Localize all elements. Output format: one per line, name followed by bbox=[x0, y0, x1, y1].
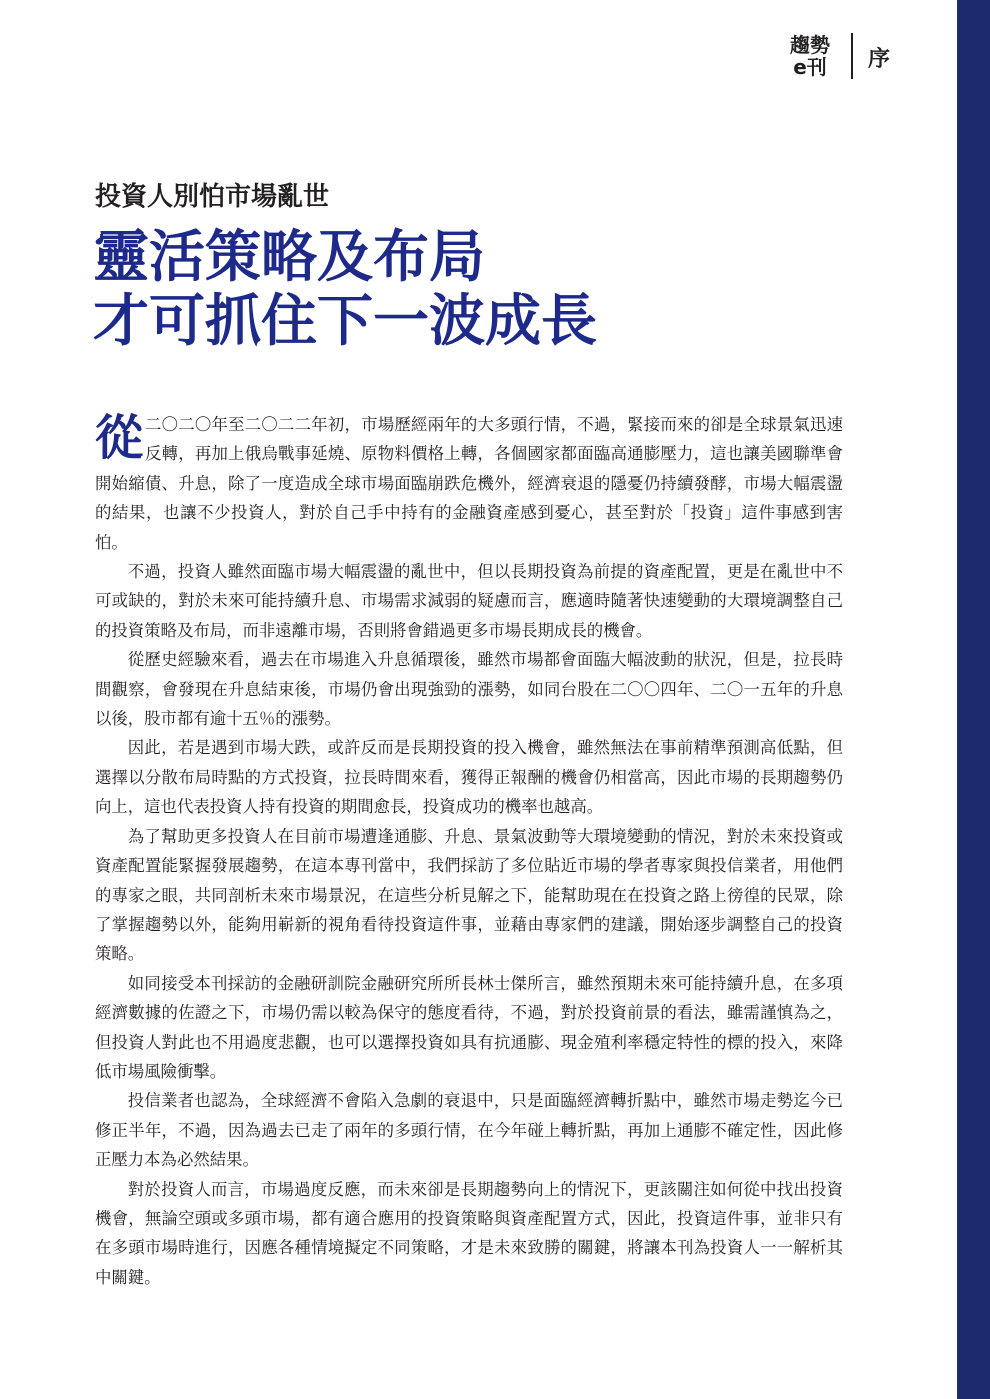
paragraph-8: 對於投資人而言，市場過度反應，而未來卻是長期趨勢向上的情況下，更該關注如何從中找出投資機會，無論空頭或多頭市場，都有適合應用的投資策略與資產配置方式，因此，投資這件事，並非只有在多頭市場時進行，因應各種情境擬定不同策略，才是未來致勝的關鍵，將讓本刊為投資人一一解析其中關鍵。 bbox=[95, 1179, 843, 1287]
paragraph-1-text: 二〇二〇年至二〇二二年初，市場歷經兩年的大多頭行情，不過，緊接而來的卻是全球景氣迅速反轉，再加上俄烏戰事延燒、原物料價格上轉，各個國家都面臨高通膨壓力，這也讓美國聯準會開始縮債、升息，除了一度造成全球市場面臨崩跌危機外，經濟衰退的隱憂仍持續發酵，市場大幅震盪的結果，也讓不少投資人，對於自己手中持有的金融資產感到憂心，甚至對於「投資」這件事感到害怕。 bbox=[95, 415, 843, 552]
magazine-brand bbox=[782, 34, 838, 78]
paragraph-5: 為了幫助更多投資人在目前市場遭逢通膨、升息、景氣波動等大環境變動的情況，對於未來投資或資產配置能緊握發展趨勢，在這本專刊當中，我們採訪了多位貼近市場的學者專家與投信業者，用他們的專家之眼，共同剖析未來市場景況，在這些分析見解之下，能幫助現在在投資之路上徬徨的民眾，除了掌握趨勢以外，能夠用嶄新的視角看待投資這件事，並藉由專家們的建議，開始逐步調整自己的投資策略。 bbox=[95, 826, 843, 964]
article-body bbox=[95, 410, 843, 1292]
paragraph-6: 如同接受本刊採訪的金融研訓院金融研究所所長林士傑所言，雖然預期未來可能持續升息，在多項經濟數據的佐證之下，市場仍需以較為保守的態度看待，不過，對於投資前景的看法，雖需謹慎為之，但投資人對此也不用過度悲觀，也可以選擇投資如具有抗通膨、現金殖利率穩定特性的標的投入，來降低市場風險衝擊。 bbox=[95, 973, 843, 1081]
paragraph-2: 不過，投資人雖然面臨市場大幅震盪的亂世中，但以長期投資為前提的資產配置，更是在亂世中不可或缺的，對於未來可能持續升息、市場需求減弱的疑慮而言，應適時隨著快速變動的大環境調整自己的投資策略及布局，而非遠離市場，否則將會錯過更多市場長期成長的機會。 bbox=[95, 562, 843, 640]
section-label: 序 bbox=[868, 47, 891, 72]
title-line-1: 靈活策略及布局 bbox=[93, 225, 485, 290]
paragraph-7: 投信業者也認為，全球經濟不會陷入急劇的衰退中，只是面臨經濟轉折點中，雖然市場走勢迄今已修正半年，不過，因為過去已走了兩年的多頭行情，在今年碰上轉折點，再加上通膨不確定性，因此修正壓力本為必然結果。 bbox=[95, 1091, 843, 1170]
brand-line-2: e刊 bbox=[793, 55, 827, 79]
brand-line-1: 趨勢 bbox=[790, 33, 830, 57]
paragraph-4: 因此，若是遇到市場大跌，或許反而是長期投資的投入機會，雖然無法在事前精準預測高低點，但選擇以分散布局時點的方式投資，拉長時間來看，獲得正報酬的機會仍相當高，因此市場的長期趨勢仍向上，這也代表投資人持有投資的期間愈長，投資成功的機率也越高。 bbox=[95, 738, 843, 817]
paragraph-1 bbox=[95, 410, 843, 557]
article-subtitle: 投資人別怕市場亂世 bbox=[95, 182, 330, 212]
paragraph-3: 從歷史經驗來看，過去在市場進入升息循環後，雖然市場都會面臨大幅波動的狀況，但是，拉長時間觀察，會發現在升息結束後，市場仍會出現強勁的漲勢，如同台股在二〇〇四年、二〇一五年的升息以後，股市都有逾十五％的漲勢。 bbox=[95, 650, 843, 729]
header-divider bbox=[851, 33, 853, 79]
article-title bbox=[93, 226, 597, 354]
side-accent-bar bbox=[957, 0, 990, 1399]
drop-cap: 從 bbox=[95, 410, 144, 466]
title-line-2: 才可抓住下一波成長 bbox=[93, 289, 597, 354]
